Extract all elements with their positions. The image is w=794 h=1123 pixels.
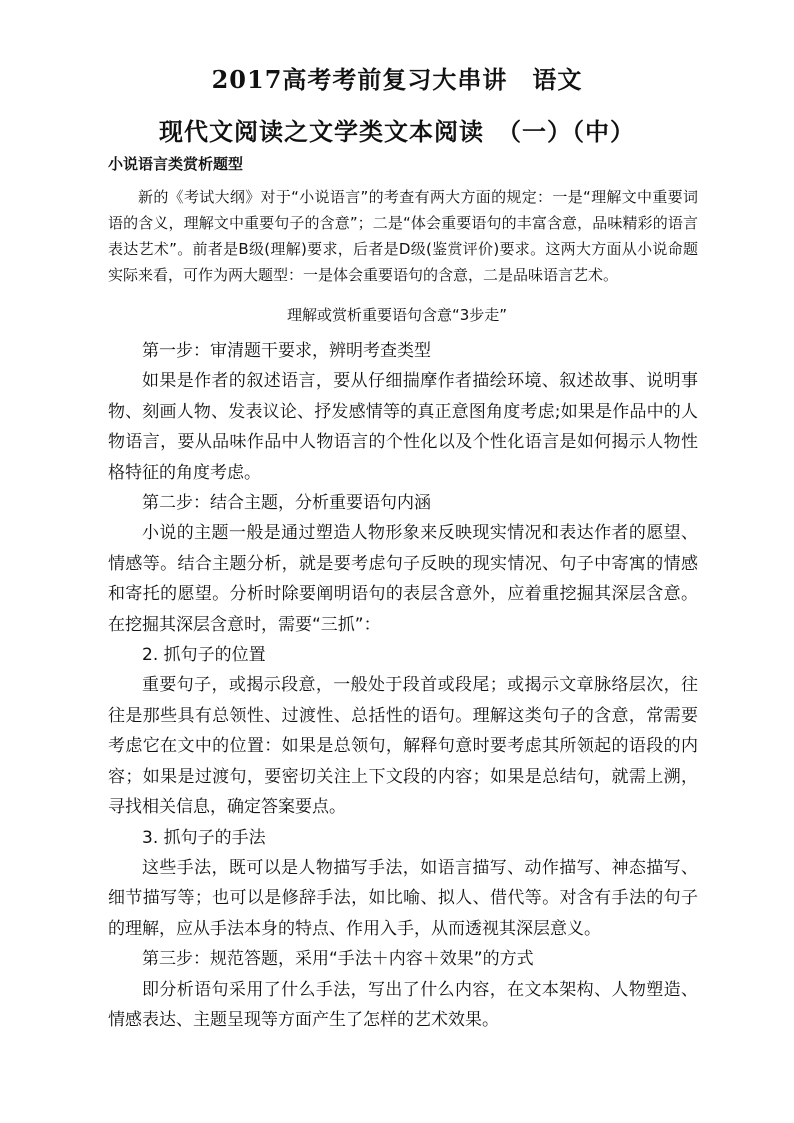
document-subtitle: 现代文阅读之文学类文本阅读 （一）（中） (159, 117, 635, 146)
step1-heading: 第一步：审清题干要求，辨明考查类型 (142, 341, 431, 361)
step3-paragraph: 即分析语句采用了什么手法，写出了什么内容，在文本架构、人物塑造、情感表达、主题呈现等方面产生了怎样的艺术效果。 (108, 979, 698, 1030)
intro-paragraph: 新的《考试大纲》对于“小说语言”的考查有两大方面的规定：一是“理解文中重要词语的含义，理解文中重要句子的含意”；二是“体会重要语句的丰富含意，品味精彩的语言表达艺术”。前者是B级(理解)要求，后者是D级(鉴赏评价)要求。这两大方面从小说命题实际来看，可作为两大题型：一是体会重要语句的含意，二是品味语言艺术。 (108, 188, 698, 284)
point2-paragraph: 重要句子，或揭示段意，一般处于段首或段尾；或揭示文章脉络层次，往往是那些具有总领性、过渡性、总括性的语句。理解这类句子的含意，常需要考虑它在文中的位置：如果是总领句，解释句意时要考虑其所领起的语段的内容；如果是过渡句，要密切关注上下文段的内容；如果是总结句，就需上溯，寻找相关信息，确定答案要点。 (108, 675, 698, 818)
section-heading: 小说语言类赏析题型 (108, 155, 244, 173)
body-text (108, 336, 698, 1035)
point2-heading: 2. 抓句子的位置 (142, 645, 266, 666)
step1-paragraph: 如果是作者的叙述语言，要从仔细揣摩作者描绘环境、叙述故事、说明事物、刻画人物、发表议论、抒发感情等的真正意图角度考虑;如果是作品中的人物语言，要从品味作品中人物语言的个性化以及个性化语言是如何揭示人物性格特征的角度考虑。 (108, 371, 698, 483)
method-heading: 理解或赏析重要语句含意“3步走” (286, 306, 508, 324)
step2-paragraph: 小说的主题一般是通过塑造人物形象来反映现实情况和表达作者的愿望、情感等。结合主题分析，就是要考虑句子反映的现实情况、句子中寄寓的情感和寄托的愿望。分析时除要阐明语句的表层含意外，应着重挖掘其深层含意。在挖掘其深层含意时，需要“三抓”： (108, 523, 698, 635)
step2-heading: 第二步：结合主题，分析重要语句内涵 (142, 493, 431, 514)
point3-paragraph: 这些手法，既可以是人物描写手法，如语言描写、动作描写、神态描写、细节描写等；也可以是修辞手法，如比喻、拟人、借代等。对含有手法的句子的理解，应从手法本身的特点、作用入手，从而透视其深层意义。 (108, 857, 698, 939)
document-title: 2017高考考前复习大串讲 语文 (211, 65, 583, 94)
step3-heading: 第三步：规范答题，采用“手法＋内容＋效果”的方式 (142, 949, 534, 970)
point3-heading: 3. 抓句子的手法 (142, 827, 266, 848)
